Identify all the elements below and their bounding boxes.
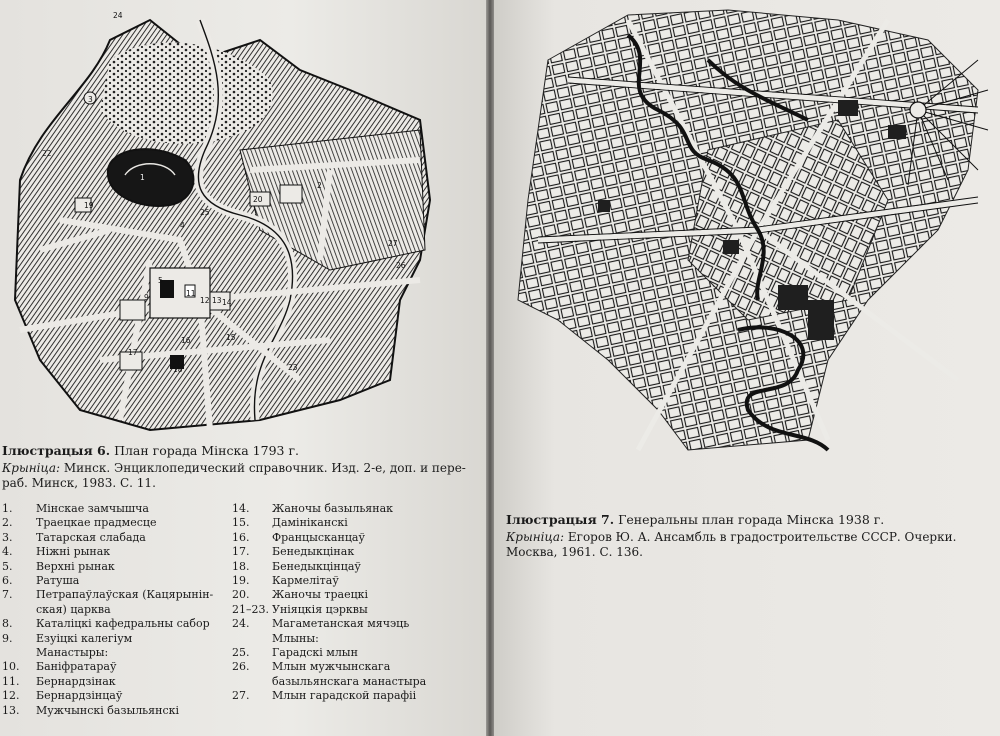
legend-text: Жаночы траецкі — [272, 588, 369, 602]
legend-number: 20. — [232, 588, 250, 602]
legend-item — [2, 704, 238, 718]
minsk-general-plan-1938 — [508, 0, 996, 472]
legend-text: ская) царква — [36, 602, 111, 616]
legend-item — [232, 516, 484, 530]
svg-text:26: 26 — [396, 261, 406, 270]
figure-7-source-line-1: Егоров Ю. А. Ансамбль в градостроительстве СССР. Очерки. — [567, 530, 957, 544]
legend-item — [232, 660, 484, 674]
legend-column-1 — [2, 502, 238, 718]
figure-7-source-label: Крыніца: — [506, 530, 565, 544]
legend-item — [232, 646, 484, 660]
figure-6-source — [2, 461, 484, 491]
legend-number: 19. — [232, 574, 250, 588]
legend-item — [2, 603, 238, 617]
svg-text:3: 3 — [88, 95, 93, 104]
legend-text: Бенедыкцінак — [272, 545, 355, 559]
legend-text: Уніяцкія цэрквы — [272, 602, 368, 616]
legend-number: 11. — [2, 674, 20, 688]
right-page — [494, 0, 1000, 736]
legend-text: Мужчынскі базыльянскі — [36, 703, 179, 717]
legend-item — [2, 516, 238, 530]
legend-item — [2, 545, 238, 559]
svg-text:19: 19 — [84, 201, 94, 210]
legend-number: 9. — [2, 631, 13, 645]
svg-text:18: 18 — [173, 365, 183, 374]
legend-number: 13. — [2, 703, 20, 717]
legend-number: 7. — [2, 588, 13, 602]
legend-text: Петрапаўлаўская (Кацярынін- — [36, 588, 214, 602]
legend-number: 24. — [232, 617, 250, 631]
figure-7-source — [506, 530, 996, 560]
legend-number: 21–23. — [232, 602, 269, 616]
legend-number: 26. — [232, 660, 250, 674]
legend-item — [2, 660, 238, 674]
legend-text: Верхні рынак — [36, 559, 115, 573]
svg-text:24: 24 — [113, 11, 123, 20]
legend-text: Мінскае замчышча — [36, 502, 149, 515]
minsk-plan-1793 — [0, 0, 440, 440]
svg-text:9: 9 — [144, 293, 149, 302]
legend-item — [2, 588, 238, 602]
svg-text:13: 13 — [212, 296, 222, 305]
legend-text: Траецкае прадмесце — [36, 516, 157, 530]
figure-6-source-line-1: Минск. Энциклопедический справочник. Изд. 2-е, доп. и пере- — [63, 461, 466, 475]
legend-text: Млын гарадской парафіі — [272, 689, 417, 703]
legend-item — [232, 560, 484, 574]
legend-item — [2, 675, 238, 689]
legend-text: Кармелітаў — [272, 574, 339, 588]
svg-text:20: 20 — [253, 195, 263, 204]
legend-text: Езуіцкі калегіум — [36, 631, 133, 645]
legend-number: 6. — [2, 574, 13, 588]
legend-item — [232, 531, 484, 545]
legend-number: 16. — [232, 530, 250, 544]
legend-text: Гарадскі млын — [272, 646, 358, 660]
legend-text: Ратуша — [36, 574, 80, 588]
legend-item — [232, 675, 484, 689]
figure-7-caption — [506, 512, 996, 528]
legend-number: 1. — [2, 502, 13, 515]
svg-text:15: 15 — [226, 333, 236, 342]
legend-item — [232, 574, 484, 588]
legend-item — [2, 531, 238, 545]
legend-item — [232, 632, 484, 646]
figure-7-label: Ілюстрацыя 7. — [506, 512, 615, 527]
legend-text: Магаметанская мячэць — [272, 617, 410, 631]
legend-number: 14. — [232, 502, 250, 515]
legend-text: Баніфратараў — [36, 660, 117, 674]
legend-number: 12. — [2, 689, 20, 703]
legend-text: Дамініканскі — [272, 516, 348, 530]
legend-text: Млын мужчынскага — [272, 660, 391, 674]
svg-text:2: 2 — [317, 181, 322, 190]
legend-item — [232, 617, 484, 631]
legend-text: Жаночы базыльянак — [272, 502, 394, 515]
legend-text: Каталіцкі кафедральны сабор — [36, 617, 210, 631]
figure-6-title: План горада Мінска 1793 г. — [114, 443, 299, 458]
svg-text:27: 27 — [388, 239, 398, 248]
legend-number: 2. — [2, 516, 13, 530]
figure-6-label: Ілюстрацыя 6. — [2, 443, 111, 458]
legend-number: 27. — [232, 689, 250, 703]
legend-text: базыльянскага манастыра — [272, 674, 427, 688]
legend-item — [2, 689, 238, 703]
svg-text:4: 4 — [180, 221, 185, 230]
legend-column-2 — [232, 502, 484, 704]
legend-number — [2, 603, 36, 617]
legend-number — [232, 632, 272, 646]
legend-number: 3. — [2, 530, 13, 544]
figure-7-source-line-2: Москва, 1961. С. 136. — [506, 545, 643, 559]
book-gutter — [486, 0, 494, 736]
legend-number: 5. — [2, 559, 13, 573]
figure-6-source-label: Крыніца: — [2, 461, 61, 475]
legend-item — [2, 617, 238, 631]
legend-item — [232, 603, 484, 617]
legend-text: Францысканцаў — [272, 530, 365, 544]
svg-text:22: 22 — [42, 149, 52, 158]
svg-text:1: 1 — [140, 173, 145, 182]
legend-number: 25. — [232, 646, 250, 660]
svg-text:11: 11 — [186, 289, 196, 298]
legend-number: 15. — [232, 516, 250, 530]
legend-item — [2, 502, 238, 516]
legend-number: 10. — [2, 660, 20, 674]
legend-number: 8. — [2, 617, 13, 631]
legend-number — [2, 646, 36, 660]
figure-6-caption — [2, 443, 482, 459]
left-page — [0, 0, 486, 736]
legend-text: Бернардзінак — [36, 674, 116, 688]
legend-item — [232, 689, 484, 703]
legend-text: Татарская слабада — [36, 530, 146, 544]
svg-text:12: 12 — [200, 296, 210, 305]
legend-number: 4. — [2, 545, 13, 559]
svg-text:5: 5 — [158, 276, 163, 285]
legend-item — [232, 545, 484, 559]
svg-text:17: 17 — [128, 348, 138, 357]
figure-6-source-line-2: раб. Минск, 1983. С. 11. — [2, 476, 156, 490]
legend-text: Бенедыкцінцаў — [272, 559, 361, 573]
legend-text: Ніжні рынак — [36, 545, 111, 559]
legend-item — [2, 646, 238, 660]
legend-number — [232, 675, 272, 689]
legend-item — [232, 588, 484, 602]
legend-item — [232, 502, 484, 516]
svg-text:14: 14 — [222, 298, 232, 307]
legend-item — [2, 574, 238, 588]
figure-7-title: Генеральны план горада Мінска 1938 г. — [618, 512, 885, 527]
svg-text:23: 23 — [288, 363, 298, 372]
legend-number: 17. — [232, 545, 250, 559]
legend-number: 18. — [232, 559, 250, 573]
svg-text:16: 16 — [181, 336, 191, 345]
legend-item — [2, 560, 238, 574]
legend-text: Бернардзінцаў — [36, 689, 123, 703]
legend-item — [2, 632, 238, 646]
legend-text: Млыны: — [272, 631, 319, 645]
svg-text:25: 25 — [200, 208, 210, 217]
legend-text: Манастыры: — [36, 646, 109, 660]
